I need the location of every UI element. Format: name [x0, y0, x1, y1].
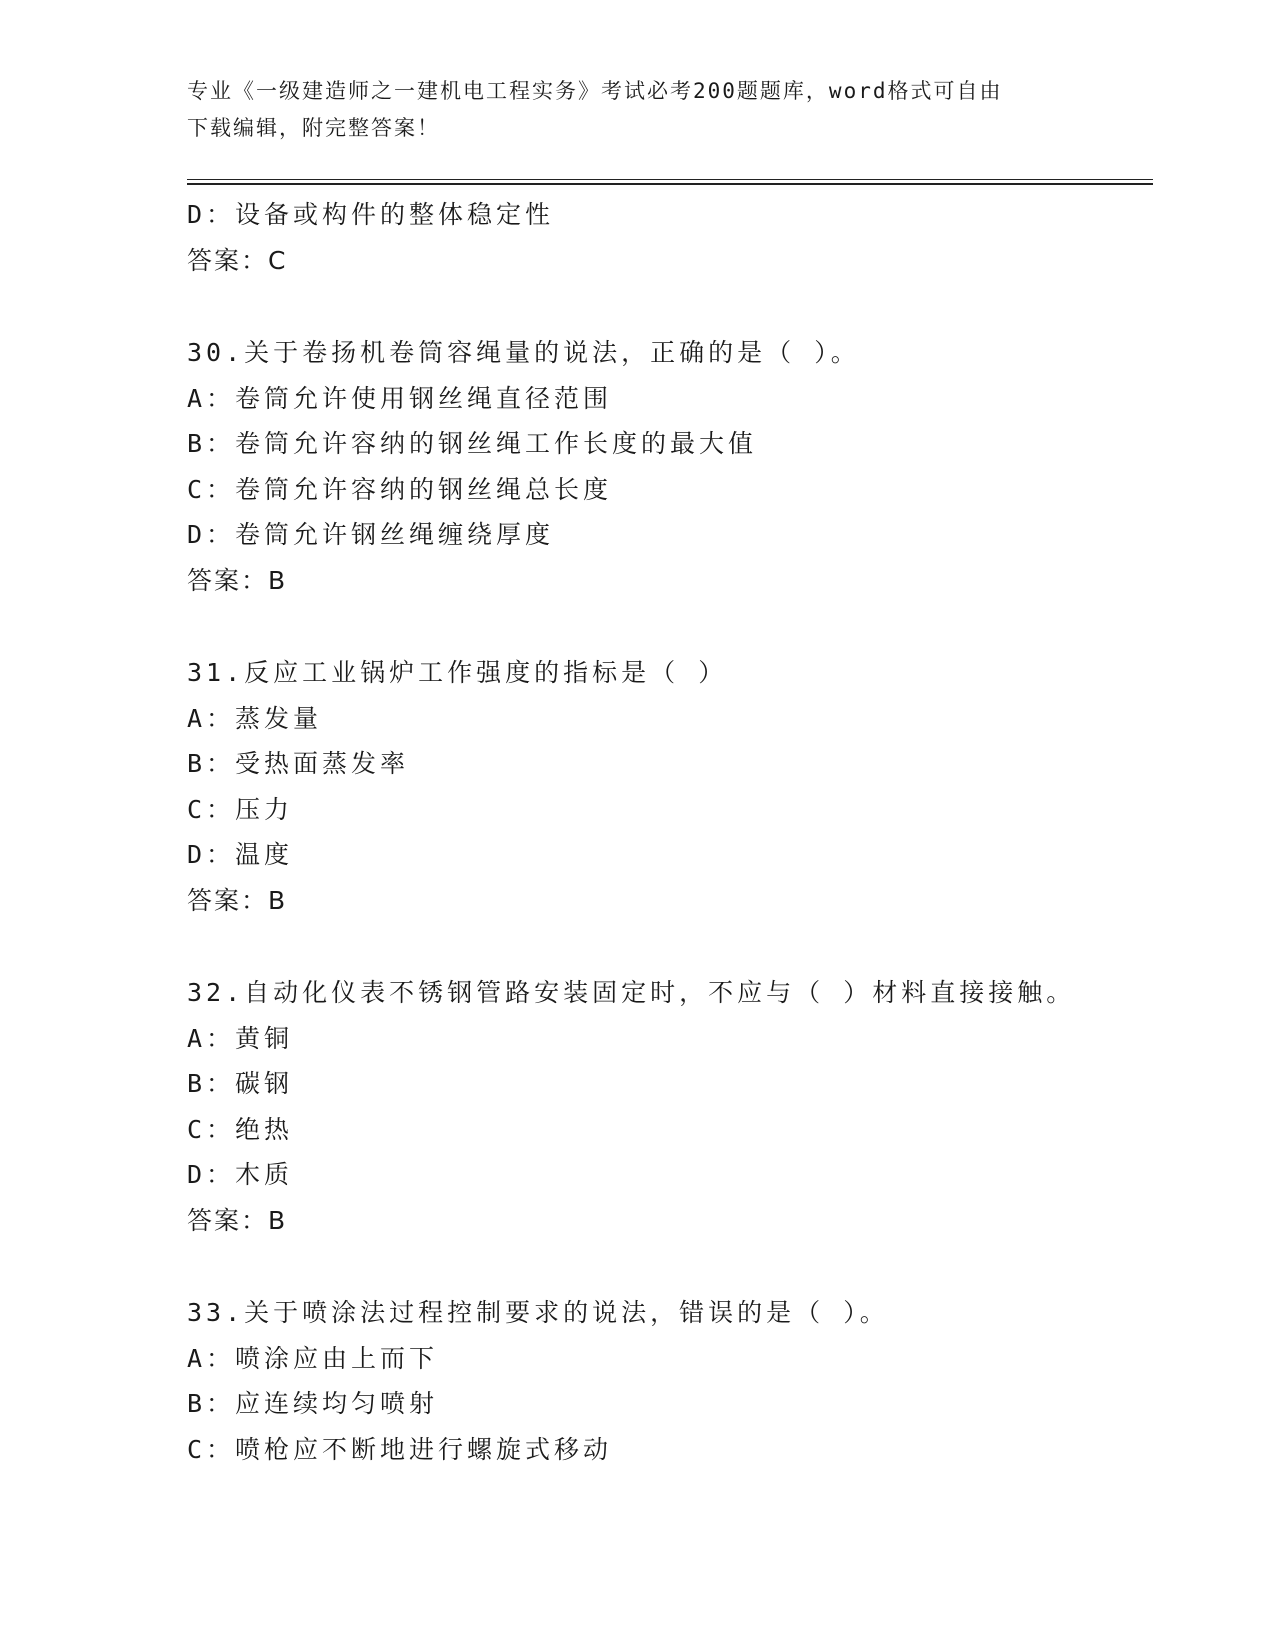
option-b: B：碳钢	[187, 1069, 294, 1098]
option-d: D：温度	[187, 840, 294, 869]
question-list	[187, 192, 1153, 1472]
option-d: D：木质	[187, 1160, 294, 1189]
answer: 答案：C	[187, 245, 288, 275]
answer: 答案：B	[187, 885, 288, 915]
header-divider-thin	[187, 179, 1153, 180]
option-b: B：受热面蒸发率	[187, 749, 410, 778]
option-b: B：应连续均匀喷射	[187, 1389, 439, 1418]
header-line-1: 专业《一级建造师之一建机电工程实务》考试必考200题题库，word格式可自由	[187, 79, 1003, 103]
answer: 答案：B	[187, 1205, 288, 1235]
option-d: D：设备或构件的整体稳定性	[187, 200, 555, 229]
option-a: A：蒸发量	[187, 703, 323, 733]
option-a: A：喷涂应由上而下	[187, 1343, 439, 1373]
option-c: C：绝热	[187, 1114, 294, 1144]
question-31: 31.反应工业锅炉工作强度的指标是（ ）	[187, 658, 728, 687]
option-c: C：压力	[187, 794, 294, 824]
document-header	[187, 73, 1067, 147]
answer: 答案：B	[187, 565, 288, 595]
option-d: D：卷筒允许钢丝绳缠绕厚度	[187, 520, 555, 549]
header-divider-thick	[187, 183, 1153, 185]
option-a: A：黄铜	[187, 1023, 294, 1053]
question-32: 32.自动化仪表不锈钢管路安装固定时，不应与（ ）材料直接接触。	[187, 978, 1076, 1007]
header-line-2: 下载编辑，附完整答案！	[187, 116, 440, 140]
question-33: 33.关于喷涂法过程控制要求的说法，错误的是（ ）。	[187, 1298, 889, 1327]
option-c: C：喷枪应不断地进行螺旋式移动	[187, 1434, 613, 1464]
option-a: A：卷筒允许使用钢丝绳直径范围	[187, 383, 613, 413]
option-b: B：卷筒允许容纳的钢丝绳工作长度的最大值	[187, 429, 758, 458]
question-30: 30.关于卷扬机卷筒容绳量的说法，正确的是（ ）。	[187, 338, 860, 367]
option-c: C：卷筒允许容纳的钢丝绳总长度	[187, 474, 613, 504]
